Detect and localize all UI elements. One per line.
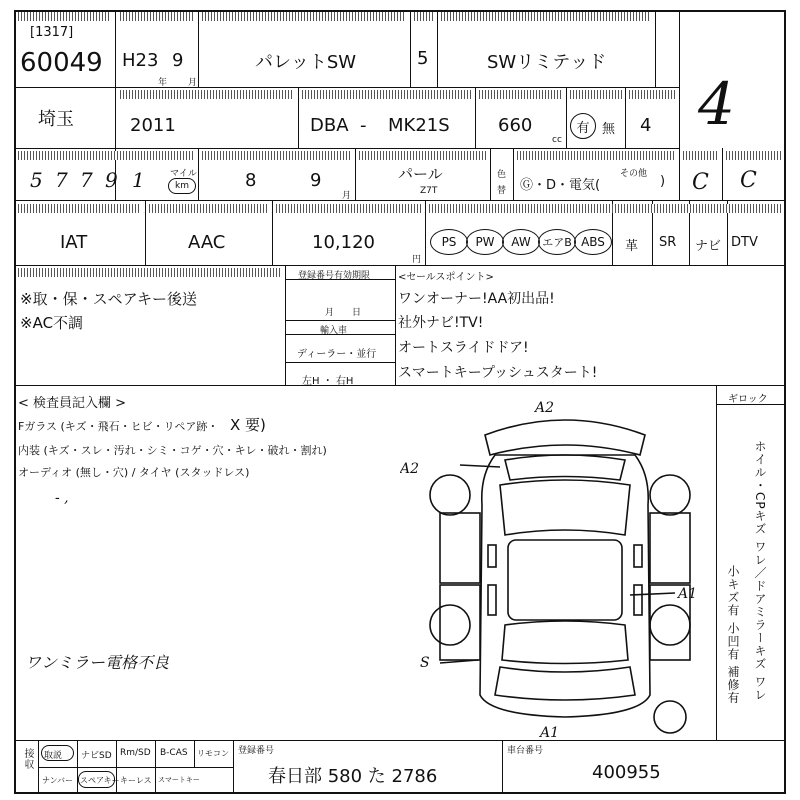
extra-leather: 革 (625, 239, 639, 254)
color-code: Z7T (420, 186, 438, 196)
rear-section (495, 667, 635, 700)
lot-code: [1317] (30, 25, 74, 40)
option-yes: 有 (576, 120, 590, 136)
fuel-close: ) (660, 174, 666, 189)
wheel-front-right (650, 475, 690, 515)
transmission: IAT (60, 232, 88, 253)
footer-equip-spare-key: スペアキー (80, 776, 120, 785)
manual-circle (41, 745, 74, 761)
footer-equip-keyless: キーレス (120, 776, 152, 785)
door-count: 5 (417, 48, 429, 69)
note-line-2: ※AC不調 (20, 314, 84, 332)
color-side-label-2: 替 (497, 186, 507, 196)
inspector-line-1: Fガラス (キズ・飛石・ヒビ・リペア跡・ (18, 420, 219, 433)
extra-dtv: DTV (731, 235, 758, 250)
footer-equip-smart-key: スマートキー (158, 776, 200, 784)
sales-point-1: ワンオーナー!AA初出品! (398, 291, 555, 307)
handwritten-note: ワンミラー電格不良 (25, 653, 170, 672)
side-damage-legend: ホイル・CPキズ ワレ／ドアミラーキズ ワレ (753, 440, 767, 702)
inspection-year: 8 (245, 170, 257, 191)
sales-point-4: スマートキープッシュスタート! (398, 365, 598, 381)
interior-grade: C (692, 170, 709, 195)
footer-equip-plate: ナンバー (42, 776, 74, 785)
dealer-label: ディーラー・並行 (297, 349, 377, 360)
footer-equip-manual: 取説 (44, 751, 63, 761)
sales-point-2: 社外ナビ!TV! (398, 315, 484, 331)
footer-equip-bcas: B-CAS (160, 748, 188, 758)
validity-date: 月 日 (325, 308, 362, 318)
option-no: 無 (602, 122, 616, 137)
equip-ps-label: PS (441, 235, 457, 249)
extra-sunroof: SR (659, 235, 677, 250)
footer-side-label: 接収 (22, 748, 33, 770)
type-separator: - (360, 115, 367, 136)
equip-airbag (538, 229, 576, 255)
equip-aw (502, 229, 540, 255)
registration-month: 9 (172, 50, 184, 71)
hood (505, 455, 625, 480)
left-side-front (440, 513, 480, 583)
model-year: 2011 (130, 115, 176, 136)
type-prefix: DBA (310, 115, 349, 136)
sales-point-3: オートスライドドア! (398, 340, 529, 356)
footer-equip-rm-sd: Rm/SD (120, 748, 151, 758)
equip-pw-label: PW (475, 235, 495, 249)
fuel-type: Ⓖ・D・電気( (520, 178, 601, 193)
mark-left-rear: S (420, 655, 430, 671)
right-mirror (634, 545, 642, 567)
mark-right-door: A1 (678, 586, 698, 602)
mileage-digit-5: 1 (132, 168, 145, 192)
mileage-unit-circle (168, 178, 196, 194)
equip-pw (466, 229, 504, 255)
side-damage-legend-2: 小キズ有 小凹有 補修有 (726, 565, 740, 705)
lot-number: 60049 (20, 48, 103, 78)
displacement: 660 (498, 115, 533, 136)
inspector-line-2: 内装 (キズ・スレ・汚れ・シミ・コゲ・穴・キレ・破れ・割れ) (18, 444, 327, 457)
front-bumper (485, 420, 645, 455)
mark-rear: A1 (540, 725, 560, 740)
extra-navi: ナビ (695, 239, 722, 254)
right-side-front (650, 513, 690, 583)
mileage-digit-2: 7 (55, 168, 68, 192)
option-yes-circle (570, 113, 596, 139)
inspector-header: < 検査員記入欄 > (18, 396, 127, 411)
inspector-marks: - , (55, 490, 69, 506)
equip-aw-label: AW (511, 235, 531, 249)
chassis-header: 車台番号 (507, 746, 544, 756)
spare-tire (654, 701, 686, 733)
mark-front: A2 (535, 400, 555, 416)
recycle-fee: 10,120 (312, 232, 375, 253)
equip-ps (430, 229, 468, 255)
grade: SWリミテッド (487, 52, 607, 73)
wheel-front-left (430, 475, 470, 515)
left-mirror (488, 545, 496, 567)
note-line-1: ※取・保・スペアキー後送 (20, 290, 197, 308)
score: 4 (698, 70, 735, 138)
right-sill (634, 585, 642, 615)
roof (508, 540, 622, 620)
wheel-rear-left (430, 605, 470, 645)
exterior-grade: C (740, 168, 757, 193)
tank-label: ギロック (728, 394, 768, 405)
validity-header: 登録番号有効期限 (298, 271, 371, 281)
chassis-number: 400955 (592, 762, 661, 783)
mileage-digit-1: 5 (30, 168, 43, 192)
mileage-unit: km (175, 181, 189, 191)
inspection-month: 9 (310, 170, 322, 191)
footer-equip-navi-sd: ナビSD (81, 751, 112, 761)
equip-abs (574, 229, 612, 255)
plate-header: 登録番号 (238, 746, 275, 756)
equip-airbag-label: エアB (542, 236, 572, 249)
inspection-month-label: 月 (342, 191, 352, 201)
fuel-other-label: その他 (620, 169, 648, 179)
steering-label: 左H ・ 右H (302, 376, 354, 387)
inspector-line-3: オーディオ (無し・穴) / タイヤ (スタッドレス) (18, 466, 250, 479)
model-code: MK21S (388, 115, 450, 136)
wheel-rear-right (650, 605, 690, 645)
mileage-digit-4: 9 (105, 168, 118, 192)
mileage-unit-mile: マイル (170, 169, 197, 179)
body-color: パール (398, 165, 443, 183)
car-diagram (400, 395, 720, 740)
cc-label: cc (552, 135, 562, 145)
mileage-digit-3: 7 (80, 168, 93, 192)
footer-equip-remote: リモコン (197, 749, 229, 758)
region: 埼玉 (38, 109, 74, 130)
windshield (500, 480, 630, 535)
rear-window (502, 621, 628, 664)
color-side-label-1: 色 (497, 170, 507, 180)
left-side-rear (440, 585, 480, 660)
inspector-line-1-mark: X 要) (230, 416, 266, 434)
yen-label: 円 (412, 255, 422, 265)
nen-label: 年 (158, 78, 168, 88)
equip-abs-label: ABS (581, 235, 605, 249)
seat-count: 4 (640, 115, 652, 136)
car-name: パレットSW (255, 52, 357, 73)
left-sill (488, 585, 496, 615)
mark-left-front: A2 (400, 461, 420, 477)
registration-year: H23 (122, 50, 159, 71)
plate-number: 春日部 580 た 2786 (268, 766, 438, 787)
sales-header: <セールスポイント> (398, 272, 494, 283)
tsuki-label: 月 (188, 78, 198, 88)
body-outline (480, 455, 650, 717)
import-label: 輸入車 (320, 326, 348, 336)
aircon: AAC (188, 232, 226, 253)
spare-key-circle (78, 771, 115, 788)
